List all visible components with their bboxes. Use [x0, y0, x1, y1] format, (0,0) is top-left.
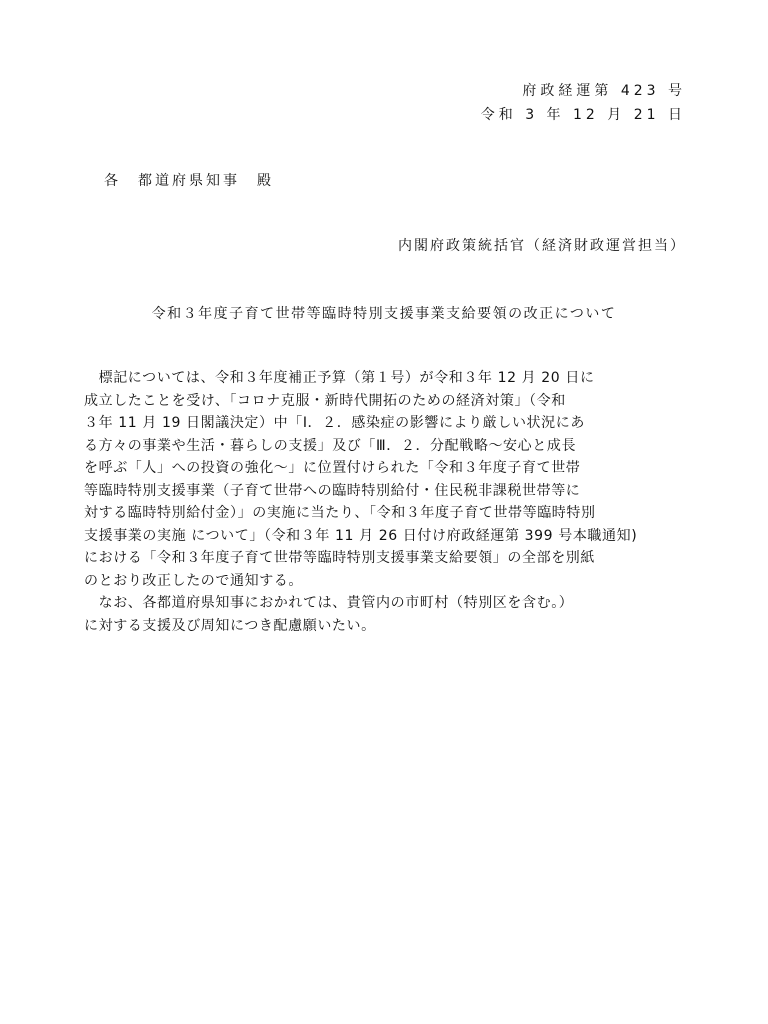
- body-line: ３年 11 月 19 日閣議決定）中「Ⅰ．２．感染症の影響により厳しい状況にあ: [84, 415, 585, 431]
- document-number: 府政経運第 423 号: [522, 83, 686, 99]
- document-title: 令和３年度子育て世帯等臨時特別支援事業支給要領の改正について: [151, 306, 617, 322]
- body-line: なお、各都道府県知事におかれては、貴管内の市町村（特別区を含む。）: [84, 595, 574, 611]
- body-line: 対する臨時特別給付金）」の実施に当たり、「令和３年度子育て世帯等臨時特別: [84, 505, 596, 521]
- document-body: [84, 367, 694, 637]
- recipient-line: 各 都道府県知事 殿: [104, 173, 274, 189]
- sender-line: 内閣府政策統括官（経済財政運営担当）: [398, 238, 686, 254]
- body-line: る方々の事業や生活・暮らしの支援」及び「Ⅲ．２．分配戦略～安心と成長: [84, 437, 577, 454]
- body-line: 等臨時特別支援事業（子育て世帯への臨時特別給付・住民税非課税世帯等に: [84, 482, 581, 499]
- body-line: 支援事業の実施 について」（令和３年 11 月 26 日付け府政経運第 399 号本職通知): [84, 527, 638, 544]
- body-line: における「令和３年度子育て世帯等臨時特別支援事業支給要領」の全部を別紙: [84, 550, 595, 566]
- body-line: 標記については、令和３年度補正予算（第１号）が令和３年 12 月 20 日に: [84, 370, 595, 386]
- body-line: のとおり改正したので通知する。: [84, 572, 303, 589]
- body-line: に対する支援及び周知につき配慮願いたい。: [84, 617, 376, 634]
- body-line: を呼ぶ「人」への投資の強化～」に位置付けられた「令和３年度子育て世帯: [84, 460, 581, 476]
- document-date: 令和 3 年 12 月 21 日: [480, 107, 686, 123]
- body-line: 成立したことを受け、「コロナ克服・新時代開拓のための経済対策」（令和: [84, 392, 566, 409]
